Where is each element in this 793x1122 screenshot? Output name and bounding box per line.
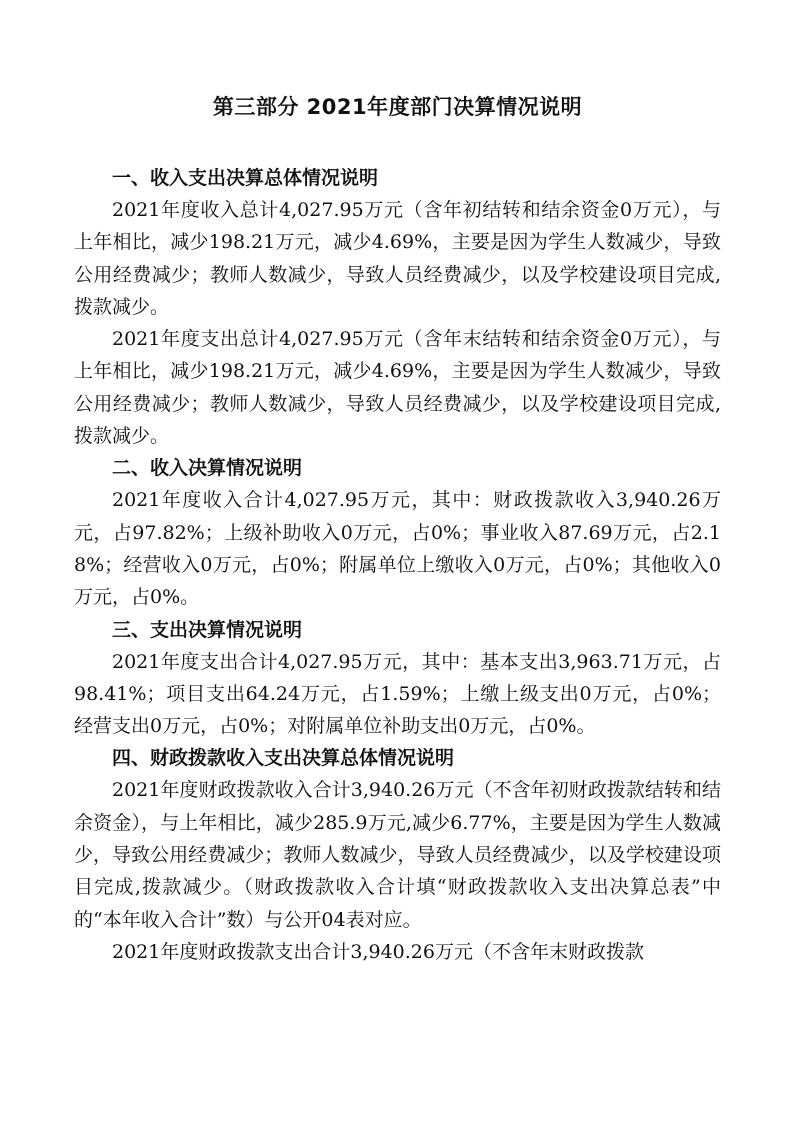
- paragraph-fiscal-income: 2021年度财政拨款收入合计3,940.26万元（不含年初财政拨款结转和结余资金），与上年相比，减少285.9万元,减少6.77%，主要是因为学生人数减少，导致公用经费减少；教师人数减少，导致人员经费减少，以及学校建设项目完成,拨款减少。（财政拨款收入合计填“财政拨款收入支出决算总表”中的“本年收入合计”数）与公开04表对应。: [74, 779, 721, 931]
- page-title: 第三部分 2021年度部门决算情况说明: [212, 95, 583, 119]
- paragraph-income-breakdown: 2021年度收入合计4,027.95万元，其中：财政拨款收入3,940.26万元，占97.82%；上级补助收入0万元，占0%；事业收入87.69万元，占2.18%；经营收入0万元，占0%；附属单位上缴收入0万元，占0%；其他收入0万元，占0%。: [74, 489, 721, 609]
- section-heading: 三、支出决算情况说明: [112, 618, 303, 641]
- section-fiscal-appropriation: [74, 742, 721, 968]
- section-heading: 二、收入决算情况说明: [112, 457, 303, 480]
- paragraph-fiscal-expense: 2021年度财政拨款支出合计3,940.26万元（不含年末财政拨款: [112, 940, 644, 963]
- section-income-expense-overview: [74, 162, 721, 452]
- paragraph-total-income: 2021年度收入总计4,027.95万元（含年初结转和结余资金0万元），与上年相比，减少198.21万元，减少4.69%，主要是因为学生人数减少，导致公用经费减少；教师人数减少，导致人员经费减少，以及学校建设项目完成,拨款减少。: [74, 199, 721, 318]
- section-heading: 四、财政拨款收入支出决算总体情况说明: [112, 747, 455, 770]
- section-income-detail: [74, 452, 721, 613]
- paragraph-expense-breakdown: 2021年度支出合计4,027.95万元，其中：基本支出3,963.71万元，占98.41%；项目支出64.24万元，占1.59%；上缴上级支出0万元，占0%；经营支出0万元，占0%；对附属单位补助支出0万元，占0%。: [74, 650, 721, 738]
- section-heading: 一、收入支出决算总体情况说明: [112, 167, 379, 189]
- section-expense-detail: [74, 614, 721, 743]
- paragraph-total-expense: 2021年度支出总计4,027.95万元（含年末结转和结余资金0万元），与上年相比，减少198.21万元，减少4.69%，主要是因为学生人数减少，导致公用经费减少；教师人数减少，导致人员经费减少，以及学校建设项目完成,拨款减少。: [74, 328, 721, 448]
